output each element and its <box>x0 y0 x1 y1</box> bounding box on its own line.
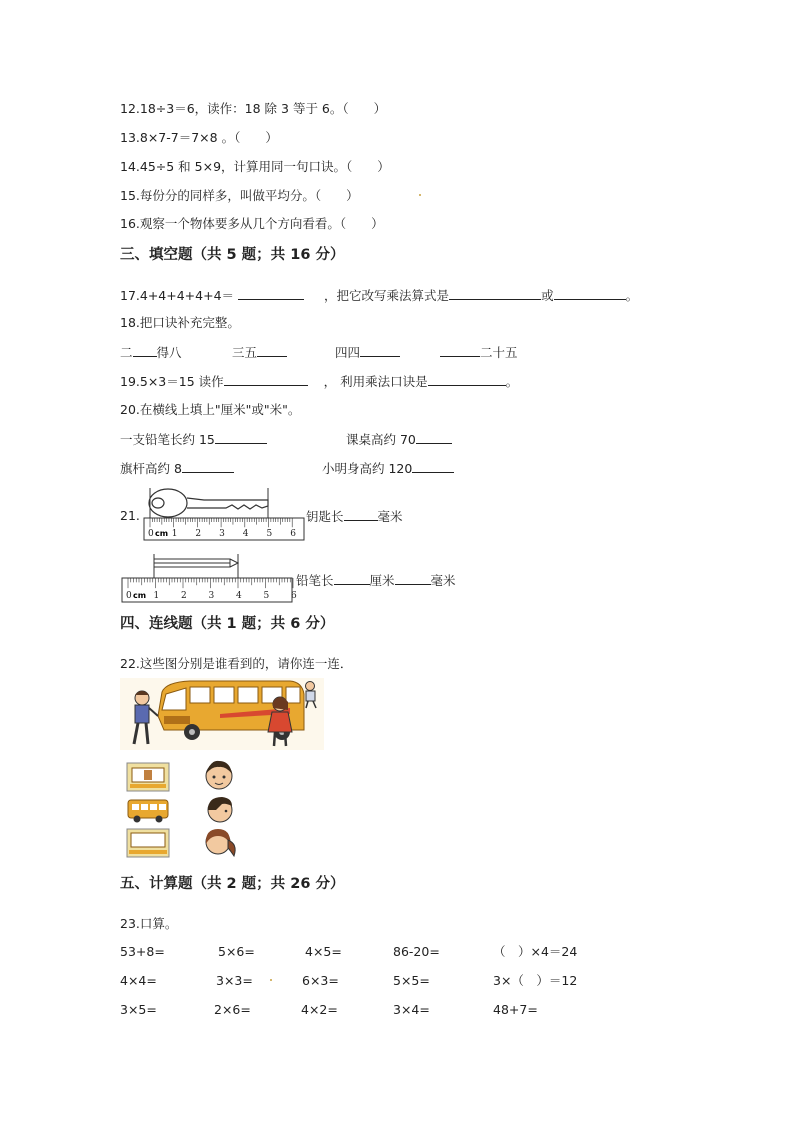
key-blank[interactable] <box>344 507 378 521</box>
pencil-icon <box>154 559 238 567</box>
ruler-tick-label: 6 <box>290 529 296 539</box>
ruler-tick-label: 0 <box>148 529 154 539</box>
stray-dot <box>419 194 421 196</box>
q20-d-text: 小明身高约 120 <box>322 461 413 476</box>
ruler-tick-label: 4 <box>242 529 249 539</box>
key-on-ruler-figure <box>144 486 306 544</box>
q18-e: 二十五 <box>480 345 518 360</box>
key-unit-text: 毫米 <box>377 509 403 524</box>
q17-blank-1[interactable] <box>238 286 304 300</box>
ruler-tick-label: 6 <box>291 591 297 601</box>
ruler-tick-label: 3 <box>208 591 215 601</box>
ruler-tick-label: 2 <box>195 529 202 539</box>
q20-a-text: 一支铅笔长约 15 <box>120 432 215 447</box>
face-boy-side <box>202 794 236 826</box>
q18-c: 三五 <box>232 345 258 360</box>
calc-r1-c5: （ ）×4＝24 <box>493 944 578 959</box>
q17-text-c: 或 <box>541 288 554 303</box>
question-19 <box>120 372 518 391</box>
q17-text-d: 。 <box>625 288 639 303</box>
key-ruler <box>144 518 304 540</box>
ruler-tick-label: 3 <box>219 529 225 539</box>
key-icon <box>149 489 268 517</box>
q20-blank-c[interactable] <box>182 459 234 473</box>
calc-r3-c2: 2×6= <box>214 1002 251 1017</box>
q17-text-b: ，把它改写乘法算式是 <box>324 288 450 303</box>
q18-blank-2[interactable] <box>257 343 287 357</box>
q19-blank-1[interactable] <box>224 372 308 386</box>
question-14: 14.45÷5 和 5×9，计算用同一句口诀。（ ） <box>120 159 390 174</box>
question-18-d <box>335 343 400 362</box>
calc-r2-c2: 3×3= <box>216 973 253 988</box>
q18-d: 四四 <box>335 345 361 360</box>
calc-r1-c1: 53+8= <box>120 944 165 959</box>
question-16: 16.观察一个物体要多从几个方向看看。（ ） <box>120 216 384 231</box>
calc-r3-c3: 4×2= <box>301 1002 338 1017</box>
q18-a: 二 <box>120 345 133 360</box>
section-3-heading: 三、填空题（共 5 题；共 16 分） <box>120 247 345 263</box>
question-17 <box>120 286 638 305</box>
view-bus-back <box>126 828 170 858</box>
pencil-unit-2: 毫米 <box>430 573 456 588</box>
question-20-a <box>120 430 267 449</box>
calc-r3-c5: 48+7= <box>493 1002 538 1017</box>
ruler-tick-label: 1 <box>171 529 178 539</box>
pencil-unit-1: 厘米 <box>369 573 395 588</box>
calc-r3-c1: 3×5= <box>120 1002 157 1017</box>
q18-blank-4[interactable] <box>440 343 480 357</box>
face-boy-front <box>202 758 236 792</box>
q18-blank-1[interactable] <box>133 343 157 357</box>
pencil-length-line <box>296 571 456 590</box>
question-22: 22.这些图分别是谁看到的，请你连一连． <box>120 656 353 671</box>
calc-r1-c2: 5×6= <box>218 944 255 959</box>
question-21-number: 21. <box>120 508 140 523</box>
key-length-text: 钥匙长 <box>306 509 344 524</box>
question-15: 15.每份分的同样多，叫做平均分。（ ） <box>120 188 359 203</box>
key-length-line <box>306 507 403 526</box>
ruler-unit-label: cm <box>155 529 169 538</box>
pencil-blank-2[interactable] <box>395 571 431 585</box>
question-18-c <box>232 343 287 362</box>
q20-blank-d[interactable] <box>412 459 454 473</box>
ruler-tick-label: 5 <box>263 591 270 601</box>
bus-scene-illustration <box>120 678 324 750</box>
section-5-heading: 五、计算题（共 2 题；共 26 分） <box>120 876 345 892</box>
q17-blank-2[interactable] <box>449 286 541 300</box>
ruler-tick-label: 5 <box>266 529 273 539</box>
calc-r2-c1: 4×4= <box>120 973 157 988</box>
question-13: 13.8×7-7＝7×8 。（ ） <box>120 130 278 145</box>
q17-blank-3[interactable] <box>554 286 626 300</box>
calc-r2-c4: 5×5= <box>393 973 430 988</box>
q19-text-a: 19.5×3＝15 读作 <box>120 374 224 389</box>
view-bus-front-window <box>126 762 170 792</box>
face-girl-back <box>200 826 240 860</box>
question-23: 23.口算。 <box>120 916 178 931</box>
question-20-title: 20.在横线上填上"厘米"或"米"。 <box>120 402 301 417</box>
q18-blank-3[interactable] <box>360 343 400 357</box>
question-12: 12.18÷3＝6，读作：18 除 3 等于 6。（ ） <box>120 101 387 116</box>
q20-blank-b[interactable] <box>416 430 452 444</box>
q17-text-a: 17.4+4+4+4+4＝ <box>120 288 235 303</box>
ruler-tick-label: 0 <box>126 591 132 601</box>
calc-r1-c4: 86-20= <box>393 944 440 959</box>
calc-r2-c3: 6×3= <box>302 973 339 988</box>
question-20-d <box>322 459 454 478</box>
question-18-line <box>120 343 182 362</box>
calc-r3-c4: 3×4= <box>393 1002 430 1017</box>
q19-text-c: 。 <box>505 374 519 389</box>
calc-r2-c5: 3×（ ）＝12 <box>493 973 578 988</box>
pencil-ruler <box>122 578 297 602</box>
pencil-blank-1[interactable] <box>334 571 370 585</box>
question-18-e <box>440 343 518 362</box>
section-4-heading: 四、连线题（共 1 题；共 6 分） <box>120 616 335 632</box>
ruler-tick-label: 1 <box>153 591 160 601</box>
ruler-tick-label: 4 <box>236 591 242 601</box>
calc-r1-c3: 4×5= <box>305 944 342 959</box>
question-18-title: 18.把口诀补充完整。 <box>120 315 240 330</box>
question-20-b <box>346 430 452 449</box>
q18-b: 得八 <box>156 345 182 360</box>
ruler-unit-label: cm <box>133 591 147 600</box>
stray-dot-2 <box>270 979 272 981</box>
q20-blank-a[interactable] <box>215 430 267 444</box>
q20-c-text: 旗杆高约 8 <box>120 461 182 476</box>
question-20-c <box>120 459 234 478</box>
q20-b-text: 课桌高约 70 <box>346 432 416 447</box>
ruler-tick-label: 2 <box>181 591 187 601</box>
q19-blank-2[interactable] <box>428 372 506 386</box>
view-bus-side <box>126 796 170 824</box>
pencil-on-ruler-figure <box>122 552 297 604</box>
q19-text-b: ， 利用乘法口诀是 <box>323 374 428 389</box>
pencil-length-text: 铅笔长 <box>296 573 334 588</box>
